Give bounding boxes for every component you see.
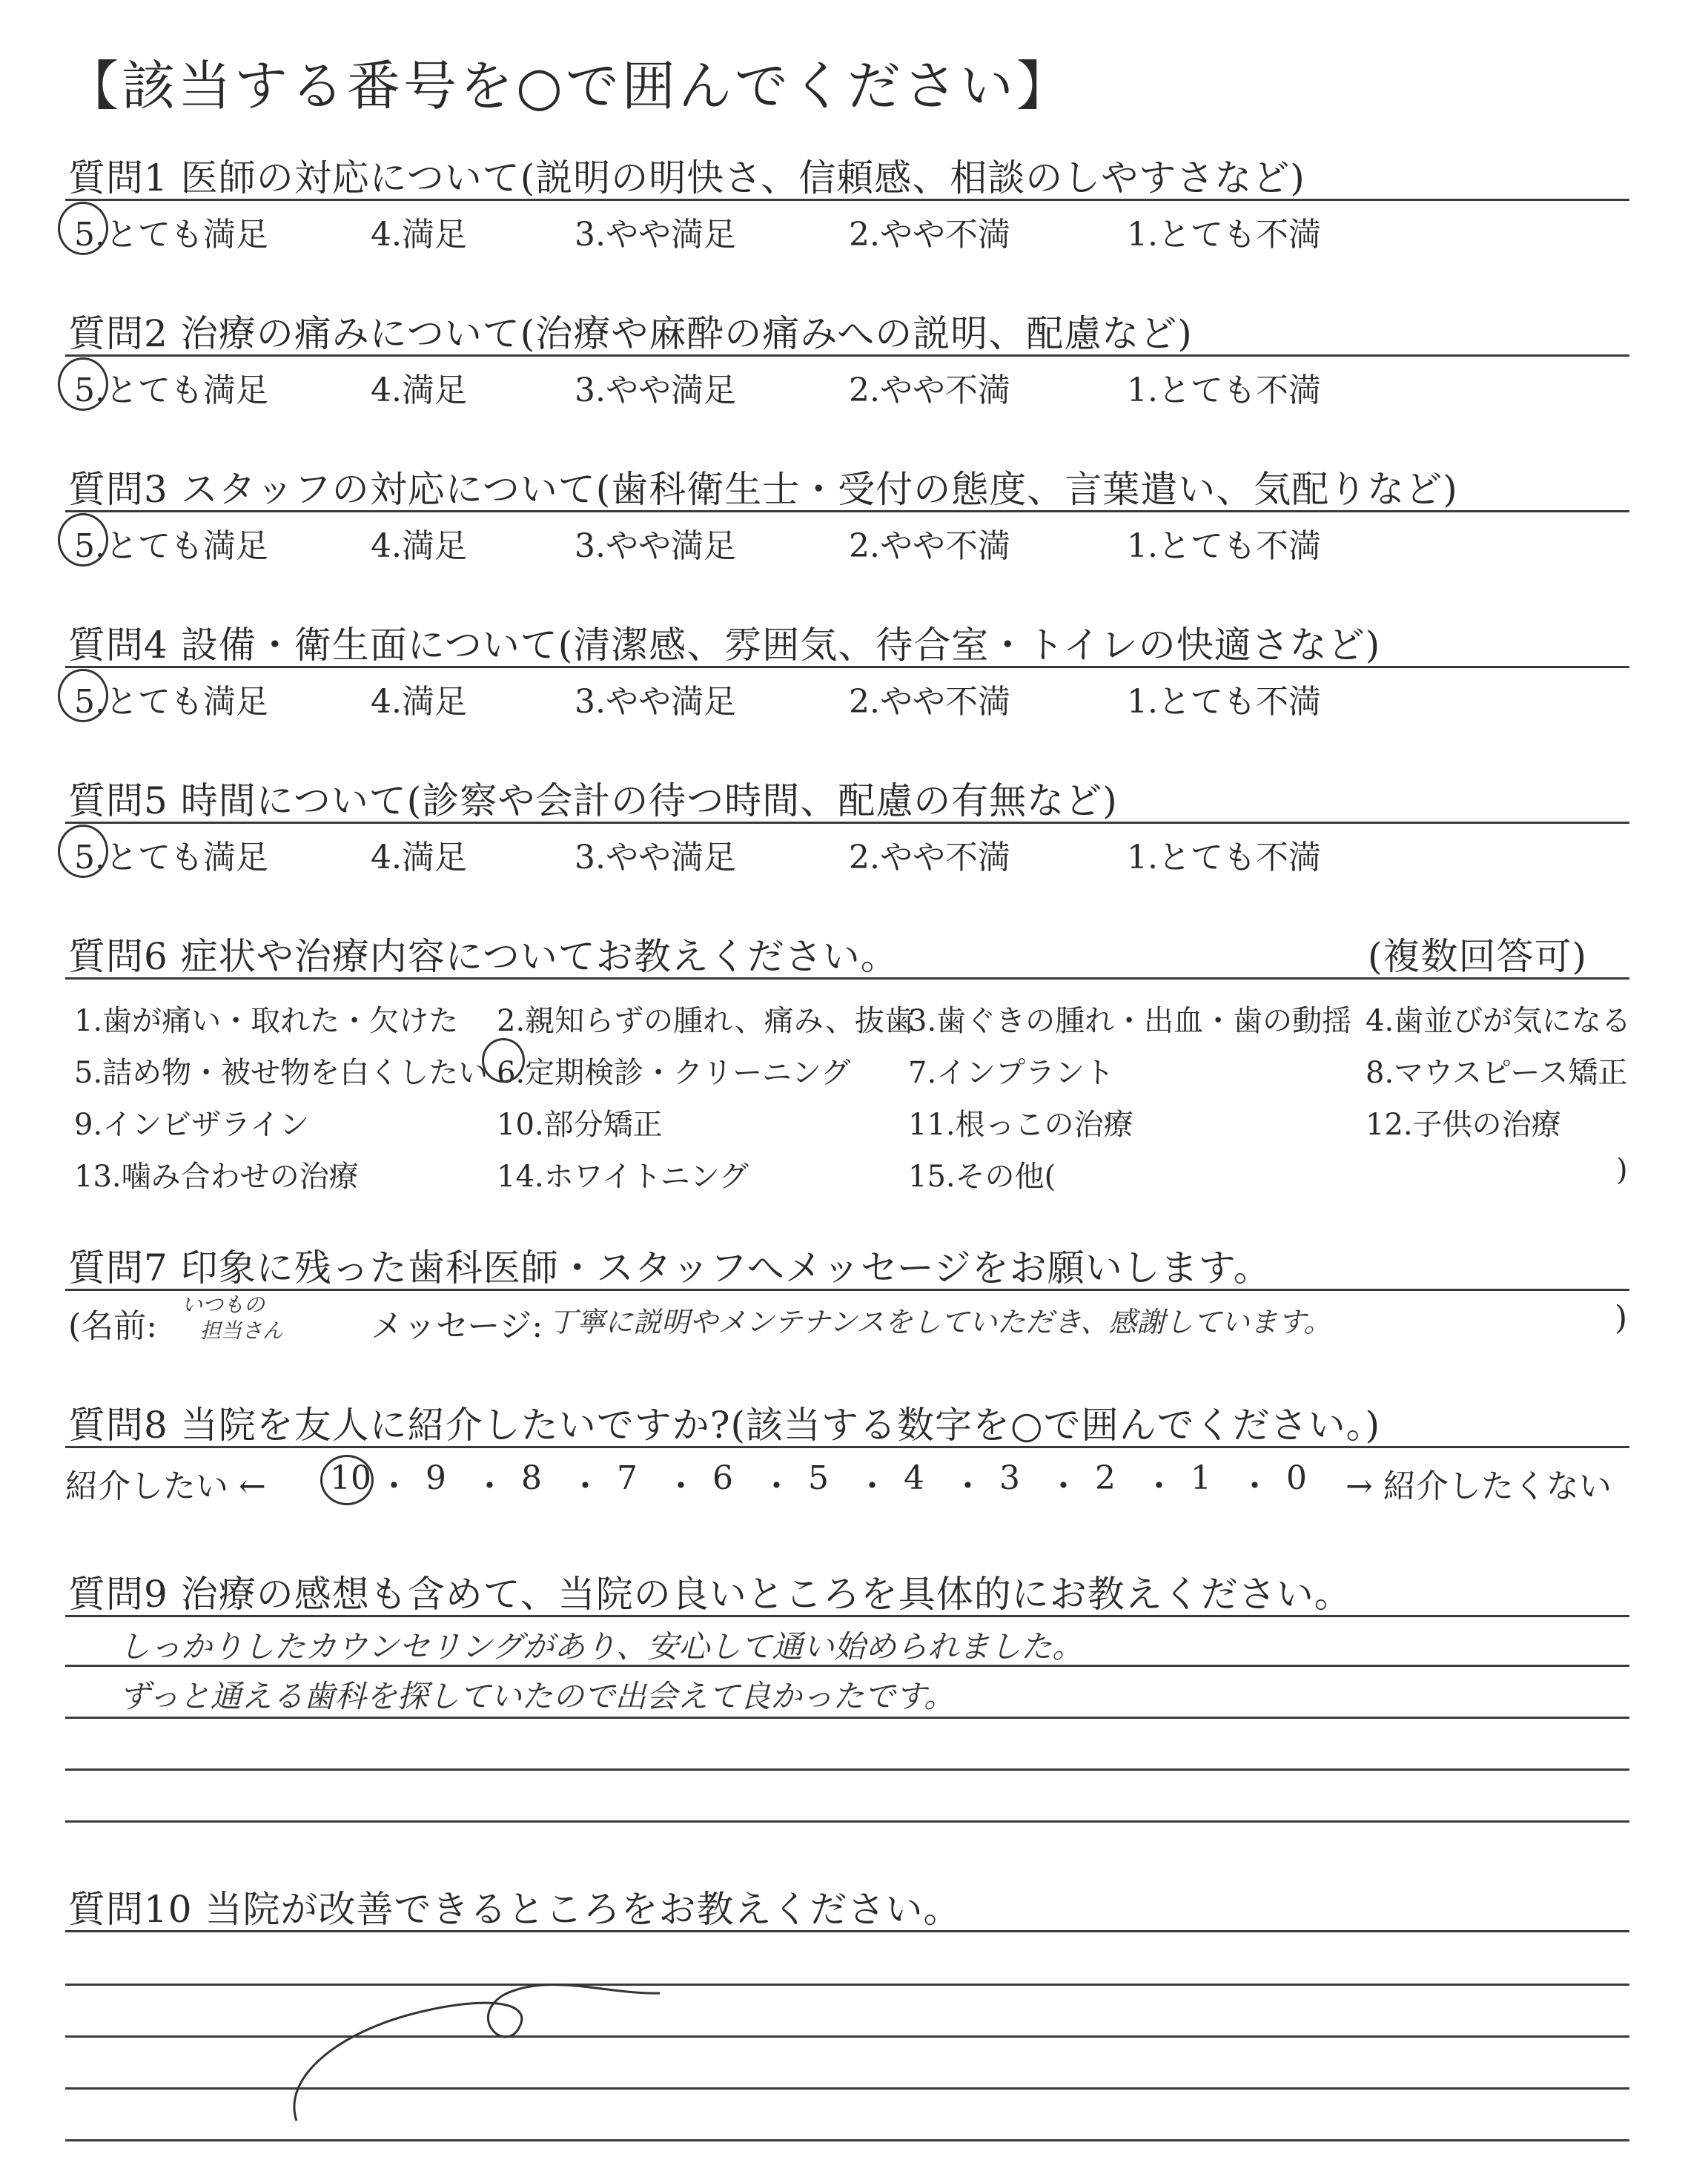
- q6-title: 質問6 症状や治療内容についてお教えください。: [68, 935, 898, 978]
- q8-scale-4[interactable]: 4: [904, 1459, 924, 1497]
- q8-scale-9[interactable]: 9: [426, 1459, 446, 1497]
- q3-option-3[interactable]: 3.やや満足: [575, 527, 736, 565]
- q6-item-14[interactable]: 14.ホワイトニング: [497, 1160, 749, 1194]
- q8-scale-6[interactable]: 6: [712, 1459, 733, 1497]
- q6-item-10[interactable]: 10.部分矯正: [497, 1108, 663, 1142]
- q8-scale-separator: ・: [1047, 1467, 1080, 1505]
- q5-option-3[interactable]: 3.やや満足: [575, 839, 736, 876]
- q4-title: 質問4 設備・衛生面について(清潔感、雰囲気、待合室・トイレの快適さなど): [68, 624, 1381, 667]
- q4-option-1[interactable]: 1.とても不満: [1127, 683, 1321, 721]
- q8-right-label: → 紹介したくない: [1345, 1467, 1612, 1505]
- q7-title: 質問7 印象に残った歯科医師・スタッフへメッセージをお願いします。: [68, 1246, 1271, 1289]
- q6-item-5[interactable]: 5.詰め物・被せ物を白くしたい: [74, 1056, 489, 1090]
- q1-option-1[interactable]: 1.とても不満: [1127, 216, 1321, 254]
- q5-option-1[interactable]: 1.とても不満: [1127, 839, 1321, 876]
- q4-option-5[interactable]: 5.とても満足: [74, 683, 268, 721]
- q1-option-4[interactable]: 4.満足: [371, 216, 467, 254]
- q8-title: 質問8 当院を友人に紹介したいですか?(該当する数字を○で囲んでください。): [68, 1404, 1381, 1447]
- q3-option-2[interactable]: 2.やや不満: [849, 527, 1010, 565]
- q6-item-13[interactable]: 13.噛み合わせの治療: [74, 1160, 359, 1194]
- q2-option-4[interactable]: 4.満足: [371, 371, 467, 409]
- q1-option-3[interactable]: 3.やや満足: [575, 216, 736, 254]
- q7-name-value-2[interactable]: 担当さん: [200, 1318, 284, 1343]
- q8-scale-separator: ・: [760, 1467, 793, 1505]
- q9-answer-line2[interactable]: ずっと通える歯科を探していたので出会えて良かったです。: [119, 1678, 956, 1714]
- q3-option-1[interactable]: 1.とても不満: [1127, 527, 1321, 565]
- q6-note: (複数回答可): [1368, 935, 1588, 978]
- q8-scale-7[interactable]: 7: [617, 1459, 638, 1497]
- q8-scale-8[interactable]: 8: [521, 1459, 542, 1497]
- q2-option-5[interactable]: 5.とても満足: [74, 371, 268, 409]
- q5-title: 質問5 時間について(診察や会計の待つ時間、配慮の有無など): [68, 779, 1118, 822]
- q8-scale-1[interactable]: 1: [1191, 1459, 1211, 1497]
- q8-scale-10[interactable]: 10: [330, 1459, 371, 1497]
- q7-message-label: メッセージ:: [371, 1307, 543, 1345]
- q6-item-11[interactable]: 11.根っこの治療: [908, 1108, 1133, 1142]
- q8-scale-3[interactable]: 3: [999, 1459, 1020, 1497]
- q8-scale-separator: ・: [1142, 1467, 1176, 1505]
- q6-item-9[interactable]: 9.インビザライン: [74, 1108, 309, 1142]
- q2-option-3[interactable]: 3.やや満足: [575, 371, 736, 409]
- q3-option-5[interactable]: 5.とても満足: [74, 527, 268, 565]
- q4-option-2[interactable]: 2.やや不満: [849, 683, 1010, 721]
- q8-left-label: 紹介したい ←: [65, 1467, 266, 1505]
- q8-scale-separator: ・: [569, 1467, 602, 1505]
- q4-option-4[interactable]: 4.満足: [371, 683, 467, 721]
- q8-scale-separator: ・: [473, 1467, 506, 1505]
- q6-item-7[interactable]: 7.インプラント: [908, 1056, 1115, 1090]
- q7-message-value[interactable]: 丁寧に説明やメンテナンスをしていただき、感謝しています。: [549, 1306, 1332, 1338]
- q2-option-1[interactable]: 1.とても不満: [1127, 371, 1321, 409]
- q3-option-4[interactable]: 4.満足: [371, 527, 467, 565]
- q6-item-3[interactable]: 3.歯ぐきの腫れ・出血・歯の動揺: [908, 1004, 1352, 1038]
- q4-option-3[interactable]: 3.やや満足: [575, 683, 736, 721]
- q1-option-5[interactable]: 5.とても満足: [74, 216, 268, 254]
- q3-title: 質問3 スタッフの対応について(歯科衛生士・受付の態度、言葉遣い、気配りなど): [68, 468, 1458, 511]
- q9-answer-line1[interactable]: しっかりしたカウンセリングがあり、安心して通い始められました。: [119, 1628, 1084, 1665]
- q2-option-2[interactable]: 2.やや不満: [849, 371, 1010, 409]
- q7-name-label: (名前:: [68, 1307, 157, 1345]
- q8-scale-separator: ・: [1238, 1467, 1271, 1505]
- q6-item-6[interactable]: 6.定期検診・クリーニング: [497, 1056, 851, 1090]
- q7-name-value-1[interactable]: いつもの: [182, 1292, 265, 1317]
- q10-title: 質問10 当院が改善できるところをお教えください。: [68, 1888, 961, 1931]
- q6-other-close: ): [1616, 1153, 1628, 1187]
- q8-scale-separator: ・: [377, 1467, 411, 1505]
- q1-title: 質問1 医師の対応について(説明の明快さ、信頼感、相談のしやすさなど): [68, 156, 1305, 199]
- q1-option-2[interactable]: 2.やや不満: [849, 216, 1010, 254]
- q6-item-12[interactable]: 12.子供の治療: [1366, 1108, 1561, 1142]
- q8-scale-separator: ・: [855, 1467, 889, 1505]
- q2-title: 質問2 治療の痛みについて(治療や麻酔の痛みへの説明、配慮など): [68, 312, 1193, 355]
- q5-option-2[interactable]: 2.やや不満: [849, 839, 1010, 876]
- q5-option-5[interactable]: 5.とても満足: [74, 839, 268, 876]
- q8-scale-0[interactable]: 0: [1286, 1459, 1307, 1497]
- q8-scale-2[interactable]: 2: [1095, 1459, 1116, 1497]
- q6-item-8[interactable]: 8.マウスピース矯正: [1366, 1056, 1628, 1090]
- q8-scale-separator: ・: [664, 1467, 698, 1505]
- q6-item-4[interactable]: 4.歯並びが気になる: [1366, 1004, 1632, 1038]
- q6-item-15[interactable]: 15.その他(: [908, 1160, 1056, 1194]
- q8-scale-5[interactable]: 5: [808, 1459, 829, 1497]
- q6-item-1[interactable]: 1.歯が痛い・取れた・欠けた: [74, 1004, 459, 1038]
- q6-item-2[interactable]: 2.親知らずの腫れ、痛み、抜歯: [497, 1004, 914, 1038]
- q7-close-paren: ): [1615, 1299, 1628, 1337]
- form-header: 【該当する番号を○で囲んでください】: [65, 55, 1073, 117]
- q5-option-4[interactable]: 4.満足: [371, 839, 467, 876]
- q9-title: 質問9 治療の感想も含めて、当院の良いところを具体的にお教えください。: [68, 1573, 1352, 1616]
- q8-scale-separator: ・: [951, 1467, 984, 1505]
